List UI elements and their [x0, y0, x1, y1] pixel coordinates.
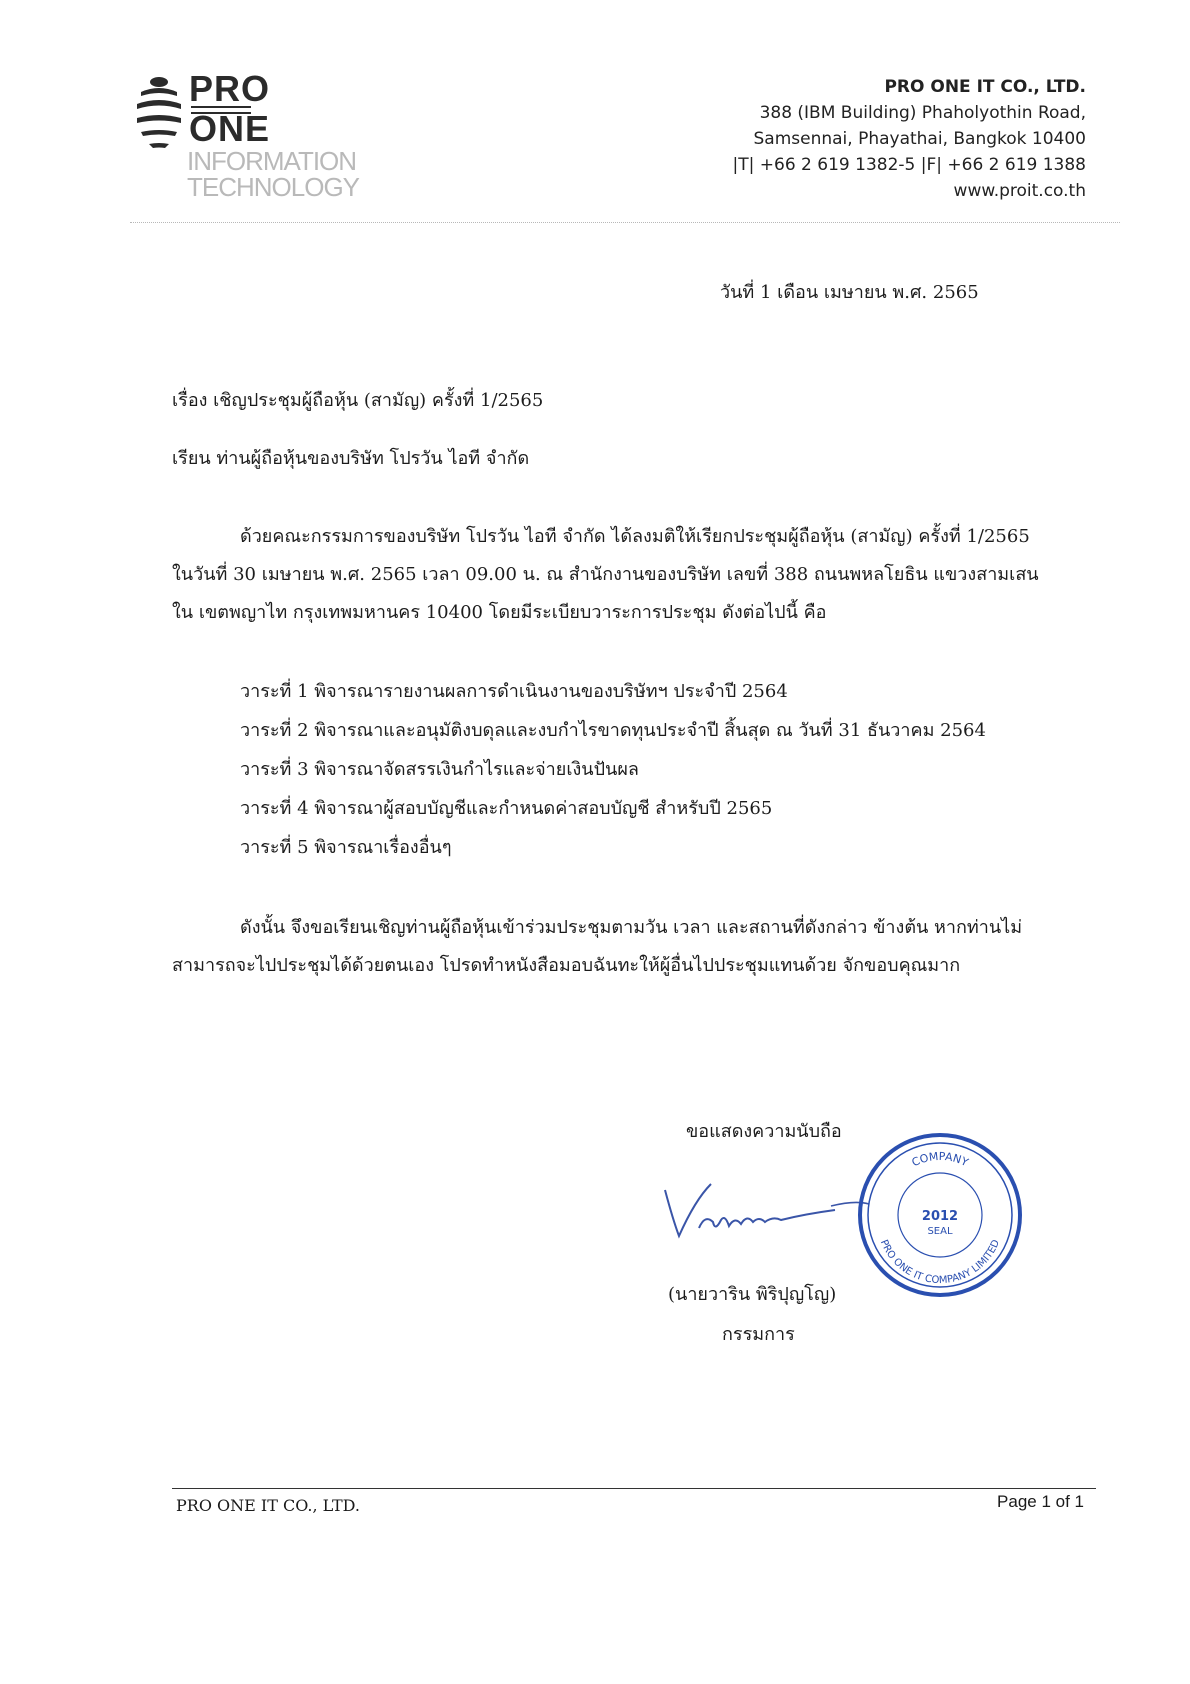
paragraph-line: ดังนั้น จึงขอเรียนเชิญท่านผู้ถือหุ้นเข้าร่วมประชุมตามวัน เวลา และสถานที่ดังกล่าว ข้างต้น หากท่านไม่	[240, 917, 1023, 938]
paragraph-line: ในวันที่ 30 เมษายน พ.ศ. 2565 เวลา 09.00 น. ณ สำนักงานของบริษัท เลขที่ 388 ถนนพหลโยธิน แขวงสามเสน	[172, 564, 1039, 585]
agenda-item-2: วาระที่ 2 พิจารณาและอนุมัติงบดุลและงบกำไรขาดทุนประจำปี สิ้นสุด ณ วันที่ 31 ธันวาคม 2564	[240, 720, 986, 741]
signer-name: (นายวาริน พิริปุญโญ)	[668, 1284, 837, 1305]
svg-text:2012: 2012	[921, 1209, 959, 1224]
logo-technology: TECHNOLOGY	[187, 172, 360, 202]
paragraph-line: ใน เขตพญาไท กรุงเทพมหานคร 10400 โดยมีระเบียบวาระการประชุม ดังต่อไปนี้ คือ	[172, 602, 827, 623]
page-number: Page 1 of 1	[997, 1492, 1084, 1511]
agenda-item-1: วาระที่ 1 พิจารณารายงานผลการดำเนินงานของบริษัทฯ ประจำปี 2564	[240, 681, 788, 702]
company-logo	[135, 68, 395, 202]
letter-date: วันที่ 1 เดือน เมษายน พ.ศ. 2565	[720, 282, 979, 303]
company-address-block	[733, 74, 1086, 204]
address-line-2: Samsennai, Phayathai, Bangkok 10400	[753, 129, 1086, 149]
website: www.proit.co.th	[953, 181, 1086, 201]
logo-information: INFORMATION	[187, 146, 357, 176]
svg-text:COMPANY: COMPANY	[909, 1149, 971, 1170]
agenda-list	[240, 672, 986, 867]
address-line-1: 388 (IBM Building) Phaholyothin Road,	[759, 103, 1086, 123]
company-name: PRO ONE IT CO., LTD.	[884, 77, 1086, 97]
letter-recipient: เรียน ท่านผู้ถือหุ้นของบริษัท โปรวัน ไอที จำกัด	[172, 448, 530, 469]
agenda-item-4: วาระที่ 4 พิจารณาผู้สอบบัญชีและกำหนดค่าสอบบัญชี สำหรับปี 2565	[240, 798, 773, 819]
company-seal-stamp	[855, 1130, 1025, 1300]
letter-subject: เรื่อง เชิญประชุมผู้ถือหุ้น (สามัญ) ครั้งที่ 1/2565	[172, 390, 544, 411]
svg-text:PRO ONE IT COMPANY LIMITED: PRO ONE IT COMPANY LIMITED	[877, 1238, 1003, 1287]
paragraph-line: สามารถจะไปประชุมได้ด้วยตนเอง โปรดทำหนังสือมอบฉันทะให้ผู้อื่นไปประชุมแทนด้วย จักขอบคุณมาก	[172, 955, 961, 976]
footer-divider	[172, 1488, 1096, 1489]
phone-fax-line: |T| +66 2 619 1382-5 |F| +66 2 619 1388	[732, 155, 1086, 175]
footer-company: PRO ONE IT CO., LTD.	[176, 1496, 360, 1515]
paragraph-invitation	[172, 518, 1077, 632]
logo-one: ONE	[189, 108, 271, 149]
agenda-item-5: วาระที่ 5 พิจารณาเรื่องอื่นๆ	[240, 837, 452, 858]
logo-pro: PRO	[189, 68, 271, 109]
closing-salutation: ขอแสดงความนับถือ	[686, 1121, 842, 1142]
paragraph-line: ด้วยคณะกรรมการของบริษัท โปรวัน ไอที จำกัด ได้ลงมติให้เรียกประชุมผู้ถือหุ้น (สามัญ) ครั้งที่ 1/2565	[240, 526, 1030, 547]
signer-title: กรรมการ	[722, 1324, 795, 1345]
svg-text:SEAL: SEAL	[927, 1226, 953, 1237]
paragraph-closing-request	[172, 909, 1022, 985]
header-divider	[130, 222, 1120, 223]
agenda-item-3: วาระที่ 3 พิจารณาจัดสรรเงินกำไรและจ่ายเงินปันผล	[240, 759, 639, 780]
